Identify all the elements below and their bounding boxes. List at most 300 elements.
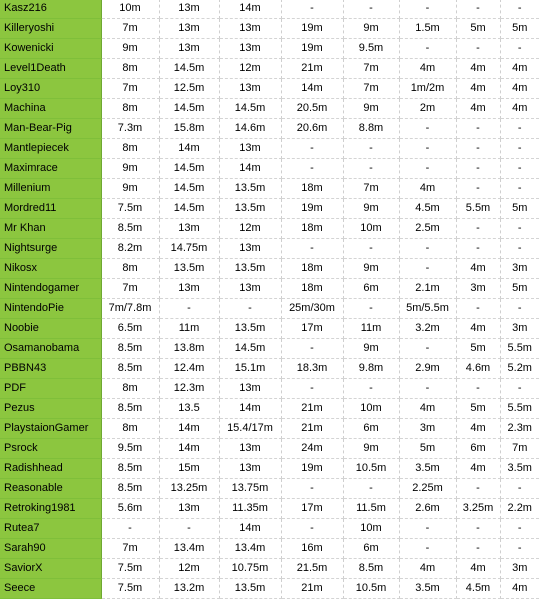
value-cell: 9m xyxy=(343,199,399,219)
value-cell: - xyxy=(399,239,456,259)
table-row xyxy=(0,139,539,159)
value-cell: 13.8m xyxy=(159,339,219,359)
value-cell: 12.3m xyxy=(159,379,219,399)
value-cell: 7m xyxy=(500,439,539,459)
value-cell: 4m xyxy=(456,559,500,579)
value-cell: - xyxy=(281,139,343,159)
value-cell: 7m xyxy=(101,19,159,39)
player-name-cell: Radishhead xyxy=(0,459,101,479)
value-cell: 8.2m xyxy=(101,239,159,259)
value-cell: - xyxy=(456,539,500,559)
value-cell: 14.75m xyxy=(159,239,219,259)
value-cell: - xyxy=(399,259,456,279)
table-row xyxy=(0,59,539,79)
value-cell: 4m xyxy=(456,419,500,439)
value-cell: 14.5m xyxy=(159,179,219,199)
value-cell: 3m xyxy=(399,419,456,439)
value-cell: 12m xyxy=(219,219,281,239)
value-cell: 18m xyxy=(281,179,343,199)
value-cell: 11m xyxy=(159,319,219,339)
value-cell: 2.3m xyxy=(500,419,539,439)
value-cell: 25m/30m xyxy=(281,299,343,319)
value-cell: 2.2m xyxy=(500,499,539,519)
value-cell: 7m/7.8m xyxy=(101,299,159,319)
table-row xyxy=(0,499,539,519)
value-cell: 15m xyxy=(159,459,219,479)
value-cell: 9.8m xyxy=(343,359,399,379)
value-cell: - xyxy=(456,379,500,399)
value-cell: 3.5m xyxy=(399,579,456,599)
table-row xyxy=(0,579,539,599)
table-row xyxy=(0,159,539,179)
table-row xyxy=(0,399,539,419)
value-cell: - xyxy=(343,479,399,499)
value-cell: 14.5m xyxy=(219,339,281,359)
value-cell: 13m xyxy=(219,239,281,259)
value-cell: 9.5m xyxy=(343,39,399,59)
table-row xyxy=(0,279,539,299)
value-cell: - xyxy=(281,159,343,179)
value-cell: - xyxy=(343,239,399,259)
value-cell: 4m xyxy=(399,179,456,199)
value-cell: 3m xyxy=(500,259,539,279)
value-cell: 20.5m xyxy=(281,99,343,119)
value-cell: - xyxy=(500,139,539,159)
value-cell: - xyxy=(399,379,456,399)
table-row xyxy=(0,219,539,239)
table-row xyxy=(0,479,539,499)
value-cell: - xyxy=(456,39,500,59)
value-cell: 9m xyxy=(343,339,399,359)
value-cell: 4m xyxy=(456,459,500,479)
value-cell: 13m xyxy=(219,39,281,59)
value-cell: 13m xyxy=(159,19,219,39)
value-cell: - xyxy=(500,219,539,239)
value-cell: - xyxy=(219,299,281,319)
value-cell: - xyxy=(500,119,539,139)
value-cell: 8m xyxy=(101,259,159,279)
value-cell: - xyxy=(399,159,456,179)
player-name-cell: Maximrace xyxy=(0,159,101,179)
value-cell: 6m xyxy=(343,539,399,559)
value-cell: 3m xyxy=(500,559,539,579)
table-row xyxy=(0,119,539,139)
value-cell: - xyxy=(500,179,539,199)
table-row xyxy=(0,539,539,559)
value-cell: - xyxy=(399,539,456,559)
value-cell: 11.35m xyxy=(219,499,281,519)
value-cell: - xyxy=(281,479,343,499)
value-cell: - xyxy=(343,159,399,179)
value-cell: 10.5m xyxy=(343,579,399,599)
player-name-cell: Noobie xyxy=(0,319,101,339)
value-cell: 4m xyxy=(456,319,500,339)
value-cell: - xyxy=(399,39,456,59)
value-cell: 10m xyxy=(101,0,159,19)
value-cell: 14.5m xyxy=(159,199,219,219)
value-cell: 14.5m xyxy=(159,59,219,79)
player-name-cell: Rutea7 xyxy=(0,519,101,539)
table-row xyxy=(0,459,539,479)
table-row xyxy=(0,239,539,259)
value-cell: - xyxy=(281,519,343,539)
value-cell: 5m xyxy=(500,199,539,219)
value-cell: 9m xyxy=(343,439,399,459)
value-cell: - xyxy=(399,339,456,359)
value-cell: 8.5m xyxy=(101,219,159,239)
value-cell: - xyxy=(159,519,219,539)
player-name-cell: Kasz216 xyxy=(0,0,101,19)
value-cell: 15.4/17m xyxy=(219,419,281,439)
value-cell: 13m xyxy=(159,219,219,239)
value-cell: 14m xyxy=(219,0,281,19)
player-name-cell: PlaystaionGamer xyxy=(0,419,101,439)
value-cell: 5m xyxy=(500,19,539,39)
value-cell: 13m xyxy=(159,39,219,59)
value-cell: 5m xyxy=(399,439,456,459)
value-cell: 3m xyxy=(456,279,500,299)
value-cell: 8.5m xyxy=(101,459,159,479)
value-cell: 13m xyxy=(219,379,281,399)
value-cell: 3.5m xyxy=(399,459,456,479)
player-name-cell: Nikosx xyxy=(0,259,101,279)
value-cell: 6m xyxy=(456,439,500,459)
value-cell: - xyxy=(456,239,500,259)
value-cell: 13.5m xyxy=(219,199,281,219)
value-cell: - xyxy=(456,519,500,539)
value-cell: - xyxy=(500,39,539,59)
value-cell: - xyxy=(500,0,539,19)
value-cell: 21m xyxy=(281,419,343,439)
value-cell: 5m xyxy=(500,279,539,299)
value-cell: 6m xyxy=(343,419,399,439)
value-cell: 13.5m xyxy=(219,259,281,279)
value-cell: 12.5m xyxy=(159,79,219,99)
value-cell: 7m xyxy=(101,79,159,99)
value-cell: 10m xyxy=(343,519,399,539)
value-cell: 5m xyxy=(456,399,500,419)
player-name-cell: Mantlepiecek xyxy=(0,139,101,159)
value-cell: 8m xyxy=(101,59,159,79)
value-cell: - xyxy=(159,299,219,319)
player-name-cell: Level1Death xyxy=(0,59,101,79)
value-cell: 4m xyxy=(456,259,500,279)
player-name-cell: Osamanobama xyxy=(0,339,101,359)
value-cell: 4.5m xyxy=(399,199,456,219)
value-cell: 3.25m xyxy=(456,499,500,519)
value-cell: 8.5m xyxy=(101,479,159,499)
value-cell: 14m xyxy=(219,519,281,539)
value-cell: 12m xyxy=(219,59,281,79)
value-cell: - xyxy=(500,539,539,559)
value-cell: 20.6m xyxy=(281,119,343,139)
value-cell: - xyxy=(399,0,456,19)
table-row xyxy=(0,359,539,379)
value-cell: 7.5m xyxy=(101,559,159,579)
value-cell: 6.5m xyxy=(101,319,159,339)
table-row xyxy=(0,559,539,579)
value-cell: 18m xyxy=(281,279,343,299)
value-cell: 7m xyxy=(343,179,399,199)
value-cell: 5m xyxy=(456,19,500,39)
player-name-cell: Pezus xyxy=(0,399,101,419)
table-row xyxy=(0,0,539,19)
value-cell: 8m xyxy=(101,419,159,439)
value-cell: 19m xyxy=(281,19,343,39)
value-cell: - xyxy=(343,139,399,159)
player-name-cell: Reasonable xyxy=(0,479,101,499)
table-row xyxy=(0,19,539,39)
table-row xyxy=(0,319,539,339)
player-name-cell: PBBN43 xyxy=(0,359,101,379)
value-cell: 13.4m xyxy=(159,539,219,559)
value-cell: 18m xyxy=(281,259,343,279)
value-cell: 18m xyxy=(281,219,343,239)
player-name-cell: Psrock xyxy=(0,439,101,459)
value-cell: - xyxy=(456,219,500,239)
value-cell: - xyxy=(281,0,343,19)
value-cell: 14.5m xyxy=(159,99,219,119)
value-cell: 9m xyxy=(343,99,399,119)
table-row xyxy=(0,99,539,119)
value-cell: 13m xyxy=(159,0,219,19)
value-cell: 13m xyxy=(219,439,281,459)
value-cell: 21m xyxy=(281,579,343,599)
table-row xyxy=(0,299,539,319)
value-cell: 17m xyxy=(281,499,343,519)
value-cell: 5m/5.5m xyxy=(399,299,456,319)
player-name-cell: Millenium xyxy=(0,179,101,199)
table-row xyxy=(0,179,539,199)
value-cell: 7.3m xyxy=(101,119,159,139)
player-name-cell: PDF xyxy=(0,379,101,399)
value-cell: 14m xyxy=(159,419,219,439)
table-row xyxy=(0,419,539,439)
value-cell: 14m xyxy=(159,139,219,159)
player-name-cell: NintendoPie xyxy=(0,299,101,319)
table-row xyxy=(0,519,539,539)
value-cell: 5m xyxy=(456,339,500,359)
value-cell: 8m xyxy=(101,379,159,399)
value-cell: 4m xyxy=(500,579,539,599)
value-cell: 9m xyxy=(101,159,159,179)
player-name-cell: Loy310 xyxy=(0,79,101,99)
player-name-cell: Mr Khan xyxy=(0,219,101,239)
value-cell: 13.25m xyxy=(159,479,219,499)
value-cell: - xyxy=(281,339,343,359)
value-cell: 13.5m xyxy=(159,259,219,279)
value-cell: - xyxy=(500,519,539,539)
value-cell: - xyxy=(500,239,539,259)
value-cell: 9m xyxy=(101,179,159,199)
value-cell: 13.5m xyxy=(219,319,281,339)
value-cell: 13m xyxy=(219,139,281,159)
value-cell: 7.5m xyxy=(101,199,159,219)
table-row xyxy=(0,199,539,219)
value-cell: 5.6m xyxy=(101,499,159,519)
value-cell: 11m xyxy=(343,319,399,339)
value-cell: 7m xyxy=(101,279,159,299)
value-cell: 10m xyxy=(343,219,399,239)
value-cell: 8.5m xyxy=(101,399,159,419)
table-row xyxy=(0,339,539,359)
player-name-cell: Machina xyxy=(0,99,101,119)
value-cell: 7m xyxy=(343,79,399,99)
player-name-cell: Killeryoshi xyxy=(0,19,101,39)
value-cell: 1.5m xyxy=(399,19,456,39)
value-cell: 17m xyxy=(281,319,343,339)
value-cell: 16m xyxy=(281,539,343,559)
value-cell: - xyxy=(500,479,539,499)
value-cell: 14m xyxy=(219,399,281,419)
value-cell: 13.5 xyxy=(159,399,219,419)
table-row xyxy=(0,439,539,459)
value-cell: 24m xyxy=(281,439,343,459)
value-cell: - xyxy=(343,0,399,19)
value-cell: 14.5m xyxy=(159,159,219,179)
value-cell: 3.2m xyxy=(399,319,456,339)
value-cell: - xyxy=(456,299,500,319)
player-name-cell: Sarah90 xyxy=(0,539,101,559)
value-cell: 8.5m xyxy=(343,559,399,579)
value-cell: - xyxy=(500,159,539,179)
value-cell: - xyxy=(456,179,500,199)
value-cell: - xyxy=(101,519,159,539)
value-cell: 14.6m xyxy=(219,119,281,139)
table-row xyxy=(0,39,539,59)
table-row xyxy=(0,79,539,99)
value-cell: 10m xyxy=(343,399,399,419)
table-row xyxy=(0,259,539,279)
value-cell: 4m xyxy=(456,99,500,119)
value-cell: 7m xyxy=(101,539,159,559)
value-cell: 4m xyxy=(500,79,539,99)
value-cell: 3.5m xyxy=(500,459,539,479)
value-cell: 15.1m xyxy=(219,359,281,379)
player-name-cell: Nightsurge xyxy=(0,239,101,259)
value-cell: 13.4m xyxy=(219,539,281,559)
value-cell: 9m xyxy=(343,259,399,279)
value-cell: - xyxy=(343,299,399,319)
value-cell: 3m xyxy=(500,319,539,339)
value-cell: 5.5m xyxy=(500,339,539,359)
value-cell: 13m xyxy=(219,79,281,99)
value-cell: 4m xyxy=(500,99,539,119)
value-cell: 9m xyxy=(101,39,159,59)
player-name-cell: Mordred11 xyxy=(0,199,101,219)
value-cell: 4m xyxy=(399,559,456,579)
value-cell: 4m xyxy=(500,59,539,79)
value-cell: 6m xyxy=(343,279,399,299)
value-cell: - xyxy=(500,379,539,399)
value-cell: 13.2m xyxy=(159,579,219,599)
player-name-cell: Kowenicki xyxy=(0,39,101,59)
table-row xyxy=(0,379,539,399)
player-name-cell: SaviorX xyxy=(0,559,101,579)
value-cell: - xyxy=(281,239,343,259)
player-name-cell: Nintendogamer xyxy=(0,279,101,299)
value-cell: 13m xyxy=(219,459,281,479)
value-cell: 14m xyxy=(159,439,219,459)
value-cell: 13m xyxy=(219,279,281,299)
value-cell: - xyxy=(281,379,343,399)
player-name-cell: Retroking1981 xyxy=(0,499,101,519)
value-cell: 21m xyxy=(281,59,343,79)
value-cell: 15.8m xyxy=(159,119,219,139)
value-cell: 8.5m xyxy=(101,359,159,379)
value-cell: 13m xyxy=(219,19,281,39)
value-cell: 2.25m xyxy=(399,479,456,499)
value-cell: - xyxy=(456,119,500,139)
value-cell: 8.8m xyxy=(343,119,399,139)
value-cell: 8m xyxy=(101,99,159,119)
player-name-cell: Man-Bear-Pig xyxy=(0,119,101,139)
value-cell: 10.5m xyxy=(343,459,399,479)
value-cell: 8.5m xyxy=(101,339,159,359)
value-cell: 7.5m xyxy=(101,579,159,599)
value-cell: 13m xyxy=(159,279,219,299)
value-cell: 19m xyxy=(281,39,343,59)
value-cell: 5.5m xyxy=(500,399,539,419)
value-cell: 13.75m xyxy=(219,479,281,499)
value-cell: 4.6m xyxy=(456,359,500,379)
value-cell: - xyxy=(399,519,456,539)
value-cell: 12m xyxy=(159,559,219,579)
player-name-cell: Seece xyxy=(0,579,101,599)
value-cell: 7m xyxy=(343,59,399,79)
value-cell: 18.3m xyxy=(281,359,343,379)
value-cell: 2m xyxy=(399,99,456,119)
value-cell: 12.4m xyxy=(159,359,219,379)
value-cell: - xyxy=(343,379,399,399)
value-cell: 4.5m xyxy=(456,579,500,599)
value-cell: 2.5m xyxy=(399,219,456,239)
value-cell: 2.6m xyxy=(399,499,456,519)
value-cell: 1m/2m xyxy=(399,79,456,99)
value-cell: 14m xyxy=(219,159,281,179)
value-cell: 21.5m xyxy=(281,559,343,579)
value-cell: - xyxy=(500,299,539,319)
value-cell: - xyxy=(399,139,456,159)
value-cell: 4m xyxy=(456,59,500,79)
value-cell: 14m xyxy=(281,79,343,99)
value-cell: 4m xyxy=(399,399,456,419)
value-cell: 2.1m xyxy=(399,279,456,299)
value-cell: 13.5m xyxy=(219,179,281,199)
value-cell: 9.5m xyxy=(101,439,159,459)
value-cell: 5.5m xyxy=(456,199,500,219)
value-cell: 2.9m xyxy=(399,359,456,379)
value-cell: 5.2m xyxy=(500,359,539,379)
value-cell: 21m xyxy=(281,399,343,419)
value-cell: 10.75m xyxy=(219,559,281,579)
value-cell: 13.5m xyxy=(219,579,281,599)
value-cell: 4m xyxy=(456,79,500,99)
value-cell: - xyxy=(456,0,500,19)
value-cell: 4m xyxy=(399,59,456,79)
value-cell: 13m xyxy=(159,499,219,519)
value-cell: - xyxy=(399,119,456,139)
value-cell: 9m xyxy=(343,19,399,39)
value-cell: - xyxy=(456,139,500,159)
value-cell: 19m xyxy=(281,459,343,479)
value-cell: - xyxy=(456,479,500,499)
value-cell: 19m xyxy=(281,199,343,219)
value-cell: 8m xyxy=(101,139,159,159)
value-cell: 11.5m xyxy=(343,499,399,519)
value-cell: - xyxy=(456,159,500,179)
value-cell: 14.5m xyxy=(219,99,281,119)
